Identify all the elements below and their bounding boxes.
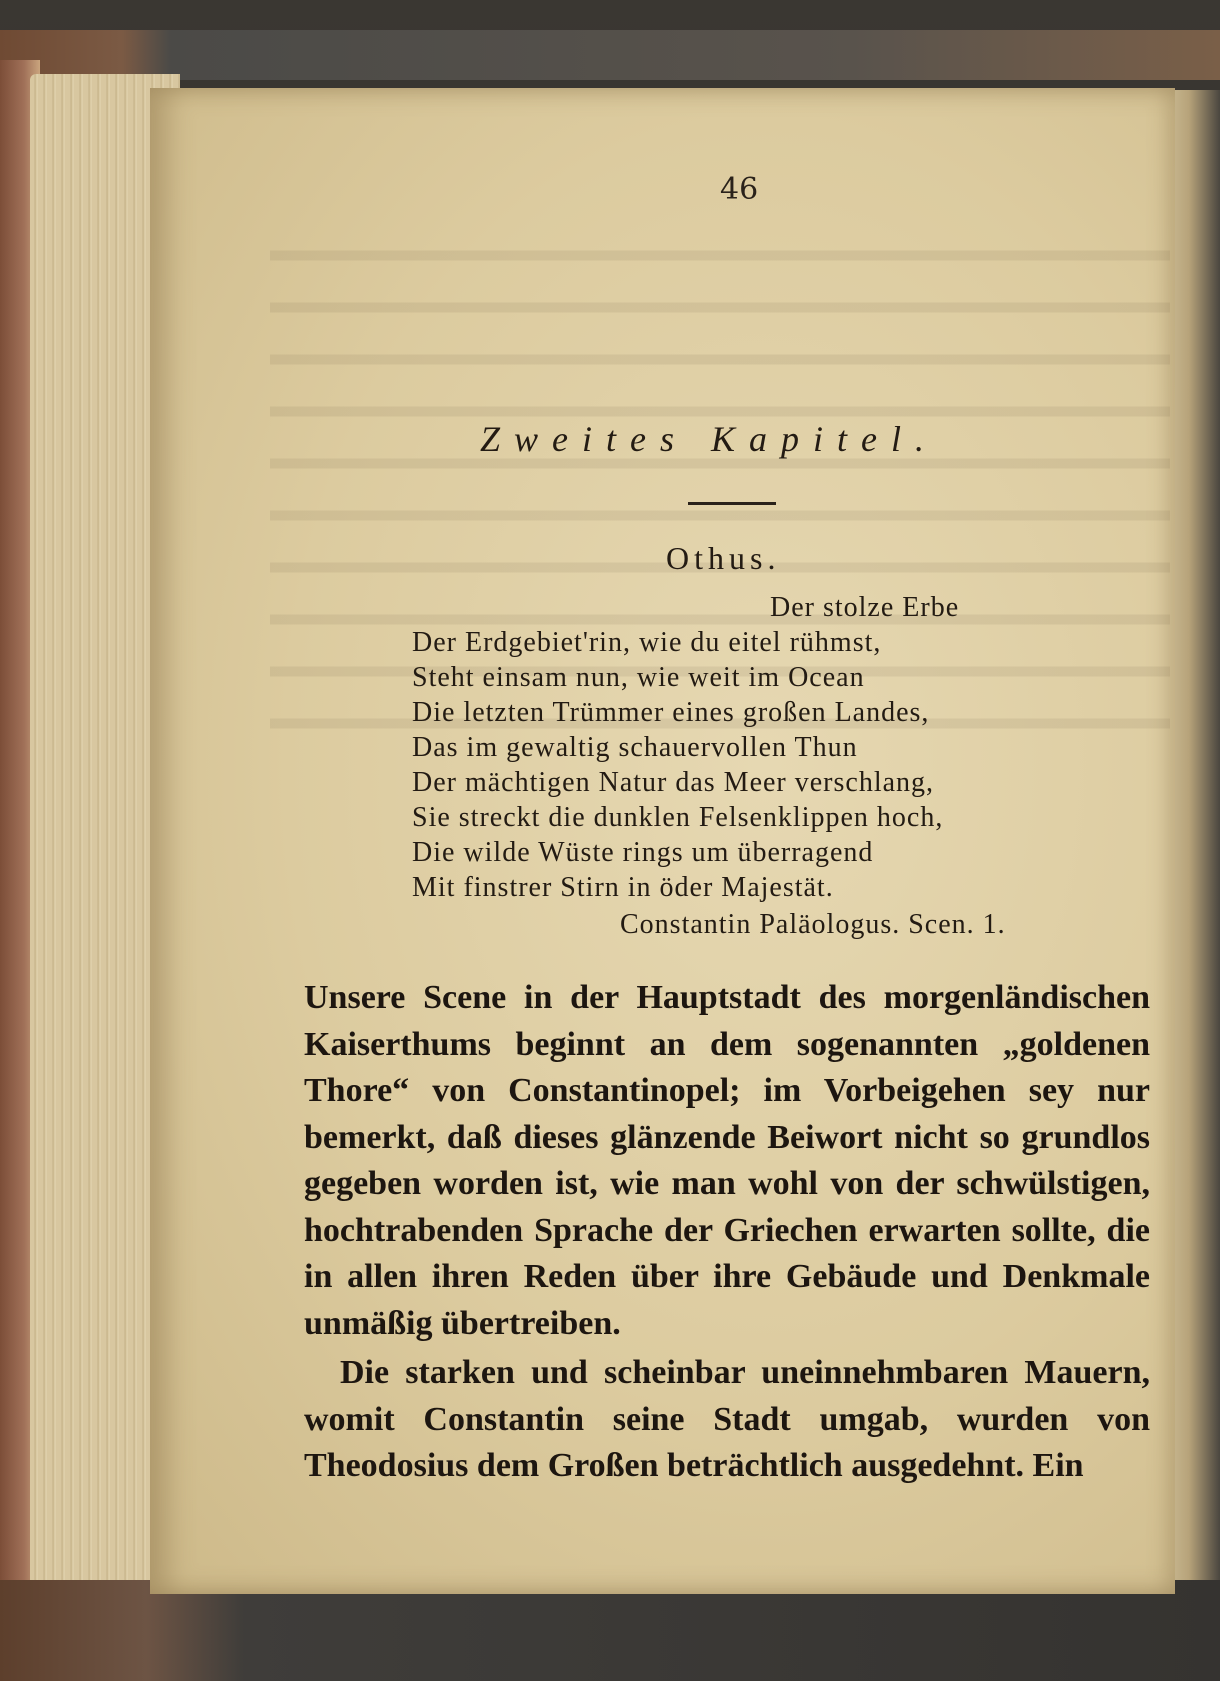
verse-line: Das im gewaltig schauervollen Thun: [412, 732, 858, 763]
title-divider: [688, 502, 776, 505]
verse-line: Die wilde Wüste rings um überragend: [412, 837, 874, 868]
verse-line: Sie streckt die dunklen Felsenklippen hoch,: [412, 802, 944, 833]
book-cover-bottom: [0, 1580, 1220, 1681]
verse-line: Der Erdgebiet'rin, wie du eitel rühmst,: [412, 627, 882, 658]
epigraph-verse: [412, 590, 1112, 942]
verse-line: Steht einsam nun, wie weit im Ocean: [412, 662, 865, 693]
paragraph: Die starken und scheinbar uneinnehmbaren Mauern, womit Constantin seine Stadt umgab, wurden von Theodosius dem Großen beträchtlich ausgedehnt. Ein: [304, 1354, 1150, 1484]
chapter-title: Zweites Kapitel.: [480, 419, 938, 459]
verse-line: Die letzten Trümmer eines großen Landes,: [412, 697, 930, 728]
verse-line: Mit finstrer Stirn in öder Majestät.: [412, 872, 834, 903]
verse-line: Der stolze Erbe: [770, 592, 960, 623]
facing-page-edge: [1168, 90, 1220, 1600]
verse-line: Der mächtigen Natur das Meer verschlang,: [412, 767, 935, 798]
book-cover-top: [0, 30, 1220, 80]
paragraph: Unsere Scene in der Hauptstadt des morgenländischen Kaiserthums beginnt an dem sogenannten „goldenen Thore“ von Constantinopel; im Vorbeigehen sey nur bemerkt, daß dieses glänzende Beiwort nicht so grundlos gegeben worden ist, wie man wohl von der schwülstigen, hochtrabenden Sprache der Griechen erwarten sollte, die in allen ihren Reden über ihre Gebäude und Denkmale unmäßig übertreiben.: [304, 979, 1150, 1342]
epigraph-attribution: Constantin Paläologus. Scen. 1.: [620, 909, 1006, 940]
body-text: [304, 975, 1150, 1490]
epigraph-speaker: Othus.: [666, 540, 781, 576]
page-number: 46: [720, 172, 759, 207]
